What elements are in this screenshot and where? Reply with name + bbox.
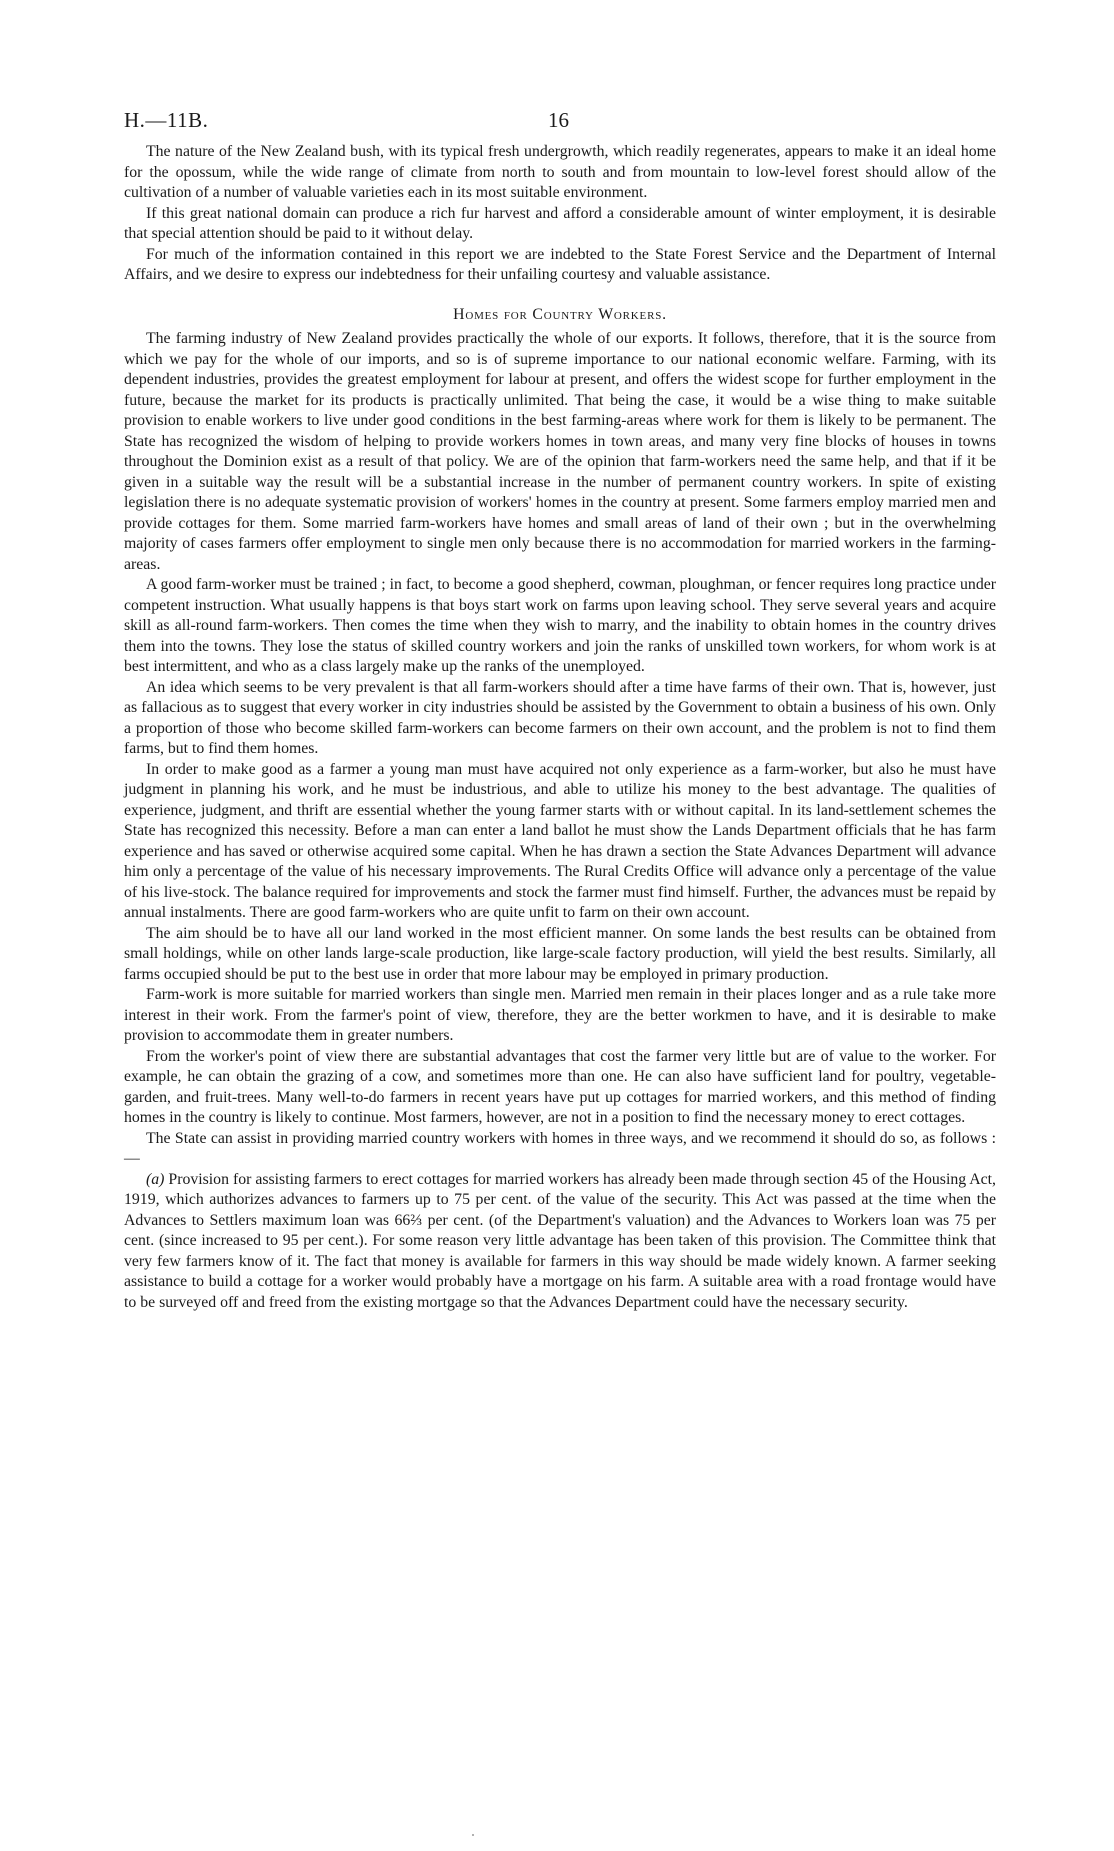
scan-speck [472,1834,474,1836]
paragraph-3: An idea which seems to be very prevalent is that all farm-workers should after a time have farms of their own. That is, however, just as fallacious as to suggest that every worker in city industries should be assisted by the Government to obtain a business of his own. Only a proportion of those who become skilled farm-workers can become farmers on their own account, and the problem is not to find them farms, but to find them homes. [124,678,996,757]
page-header [124,108,996,142]
item-a-label: (a) [146,1170,165,1188]
paragraph-5: The aim should be to have all our land worked in the most efficient manner. On some lands the best results can be obtained from small holdings, while on other lands large-scale production, like large-scale factory production, will yield the best results. Similarly, all farms occupied should be put to the best use in order that more labour may be employed in primary production. [124,924,996,983]
paragraph-intro-1: The nature of the New Zealand bush, with its typical fresh undergrowth, which readily regenerates, appears to make it an ideal home for the opossum, while the wide range of climate from north to south and from mountain to low-level forest should allow of the cultivation of a number of valuable varieties each in its most suitable environment. [124,143,996,201]
paragraph-4: In order to make good as a farmer a young man must have acquired not only experience as a farm-worker, but also he must have judgment in planning his work, and he must be industrious, and able to utilize his money to the best advantage. The qualities of experience, judgment, and thrift are essential whether the young farmer starts with or without capital. In its land-settlement schemes the State has recognized this necessity. Before a man can enter a land ballot he must show the Lands Department officials that he has farm experience and has saved or otherwise acquired some capital. When he has drawn a section the State Advances Department will advance him only a percentage of the value of his necessary improvements. The Rural Credits Office will advance only a percentage of the value of his live-stock. The balance required for improvements and stock the farmer must find himself. Further, the advances must be repaid by annual instalments. There are good farm-workers who are quite unfit to farm on their own account. [124,760,996,921]
body-text [124,142,996,1313]
paragraph-intro-3: For much of the information contained in this report we are indebted to the State Forest Service and the Department of Internal Affairs, and we desire to express our indebtedness for their unfailing courtesy and valuable assistance. [124,245,996,283]
paragraph-item-a [124,1170,996,1314]
paragraph-intro-2: If this great national domain can produce a rich fur harvest and afford a considerable amount of winter employment, it is desirable that special attention should be paid to it without delay. [124,204,996,242]
document-reference: H.—11B. [124,108,209,132]
paragraph-2: A good farm-worker must be trained ; in fact, to become a good shepherd, cowman, ploughman, or fencer requires long practice under competent instruction. What usually happens is that boys start work on farms upon leaving school. They serve several years and acquire skill as all-round farm-workers. Then comes the time when they wish to marry, and the inability to obtain homes in the country drives them into the towns. They lose the status of skilled country workers and join the ranks of unskilled town workers, for whom work is at best intermittent, and who as a class largely make up the ranks of the unemployed. [124,576,996,675]
page-number: 16 [548,108,569,132]
paragraph-8: The State can assist in providing married country workers with homes in three ways, and we recommend it should do so, as follows :— [124,1129,996,1167]
paragraph-1: The farming industry of New Zealand provides practically the whole of our exports. It follows, therefore, that it is the source from which we pay for the whole of our imports, and so is of supreme importance to our national economic welfare. Farming, with its dependent industries, provides the greatest employment for labour at present, and offers the widest scope for further employment in the future, because the market for its products is practically unlimited. That being the case, it would be a wise thing to make suitable provision to enable workers to live under good conditions in the best farming-areas where work for them is likely to be permanent. The State has recognized the wisdom of helping to provide workers homes in town areas, and many very fine blocks of houses in towns throughout the Dominion exist as a result of that policy. We are of the opinion that farm-workers need the same help, and that if it be given in a suitable way the result will be a substantial increase in the number of permanent country workers. In spite of existing legislation there is no adequate systematic provision of workers' homes in the country at present. Some farmers employ married men and provide cottages for them. Some married farm-workers have homes and small areas of land of their own ; but in the overwhelming majority of cases farmers offer employment to single men only because there is no accommodation for married workers in the farming-areas. [124,330,996,573]
item-a-text: Provision for assisting farmers to erect cottages for married workers has already been made through section 45 of the Housing Act, 1919, which authorizes advances to farmers up to 75 per cent. of the value of the security. This Act was passed at the time when the Advances to Settlers maximum loan was 66⅔ per cent. (of the Department's valuation) and the Advances to Workers loan was 75 per cent. (since increased to 95 per cent.). For some reason very little advantage has been taken of this provision. The Committee think that very few farmers know of it. The fact that money is available for farmers in this way should be made widely known. A farmer seeking assistance to build a cottage for a worker would probably have a mortgage on his farm. A suitable area with a road frontage would have to be surveyed off and freed from the existing mortgage so that the Advances Department could have the necessary security. [124,1170,996,1311]
paragraph-7: From the worker's point of view there are substantial advantages that cost the farmer very little but are of value to the worker. For example, he can obtain the grazing of a cow, and sometimes more than one. He can also have sufficient land for poultry, vegetable-garden, and fruit-trees. Many well-to-do farmers in recent years have put up cottages for married workers, and this method of finding homes in the country is likely to continue. Most farmers, however, are not in a position to find the necessary money to erect cottages. [124,1047,996,1126]
document-page [124,108,996,1313]
paragraph-6: Farm-work is more suitable for married workers than single men. Married men remain in their places longer and as a rule take more interest in their work. From the farmer's point of view, therefore, they are the better workmen to have, and it is desirable to make provision to accommodate them in greater numbers. [124,986,996,1044]
section-heading: Homes for Country Workers. [453,305,667,323]
